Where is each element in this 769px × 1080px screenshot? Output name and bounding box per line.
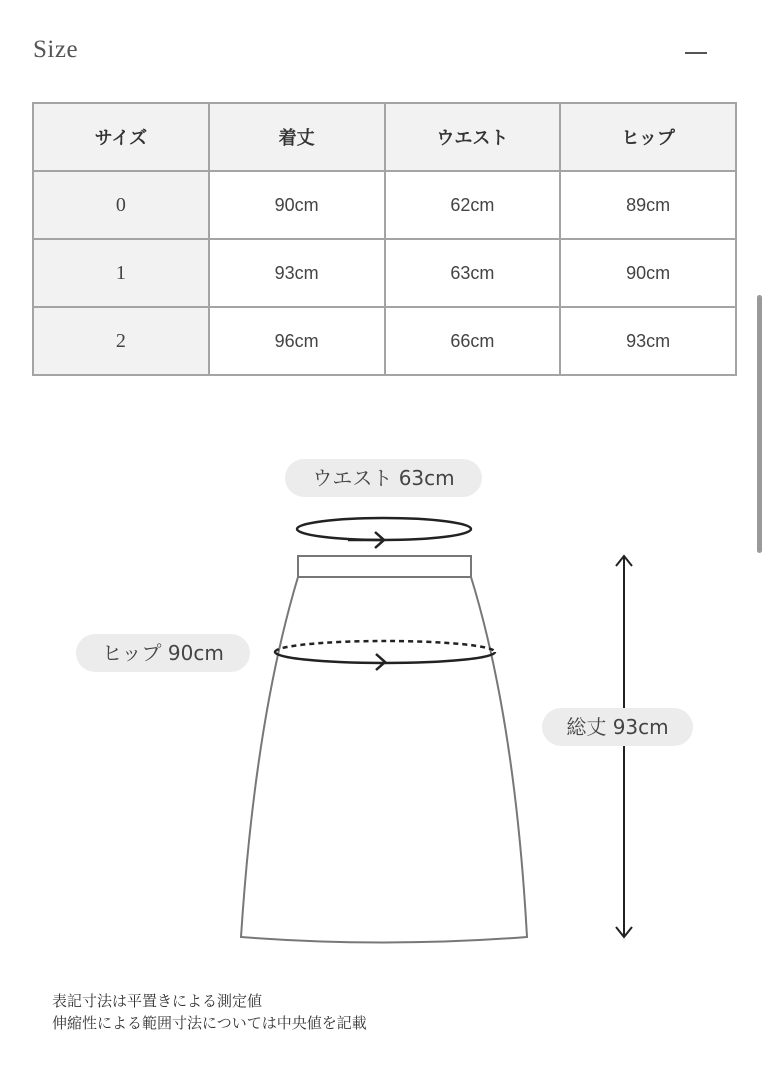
length-label: 総丈 93cm: [542, 708, 693, 746]
waist-cell: 63cm: [385, 239, 561, 307]
length-cell: 96cm: [209, 307, 385, 375]
size-cell: 1: [33, 239, 209, 307]
hip-measure-ellipse-back: [275, 641, 495, 652]
section-title: Size: [33, 36, 79, 63]
waist-label: ウエスト 63cm: [285, 459, 482, 497]
waistband-shape: [298, 556, 471, 577]
header-hip: ヒップ: [560, 103, 736, 171]
waist-measure-ellipse: [297, 518, 471, 540]
header-waist: ウエスト: [385, 103, 561, 171]
hip-cell: 90cm: [560, 239, 736, 307]
length-cell: 90cm: [209, 171, 385, 239]
waist-cell: 62cm: [385, 171, 561, 239]
hip-cell: 89cm: [560, 171, 736, 239]
header-length: 着丈: [209, 103, 385, 171]
hip-cell: 93cm: [560, 307, 736, 375]
header-size: サイズ: [33, 103, 209, 171]
size-cell: 0: [33, 171, 209, 239]
scrollbar[interactable]: [757, 295, 762, 553]
notes: [52, 990, 367, 1034]
size-cell: 2: [33, 307, 209, 375]
skirt-body-shape: [241, 577, 527, 943]
note-line: 伸縮性による範囲寸法については中央値を記載: [52, 1014, 367, 1032]
note-line: 表記寸法は平置きによる測定値: [52, 992, 263, 1010]
hip-label: ヒップ 90cm: [76, 634, 250, 672]
length-cell: 93cm: [209, 239, 385, 307]
waist-cell: 66cm: [385, 307, 561, 375]
